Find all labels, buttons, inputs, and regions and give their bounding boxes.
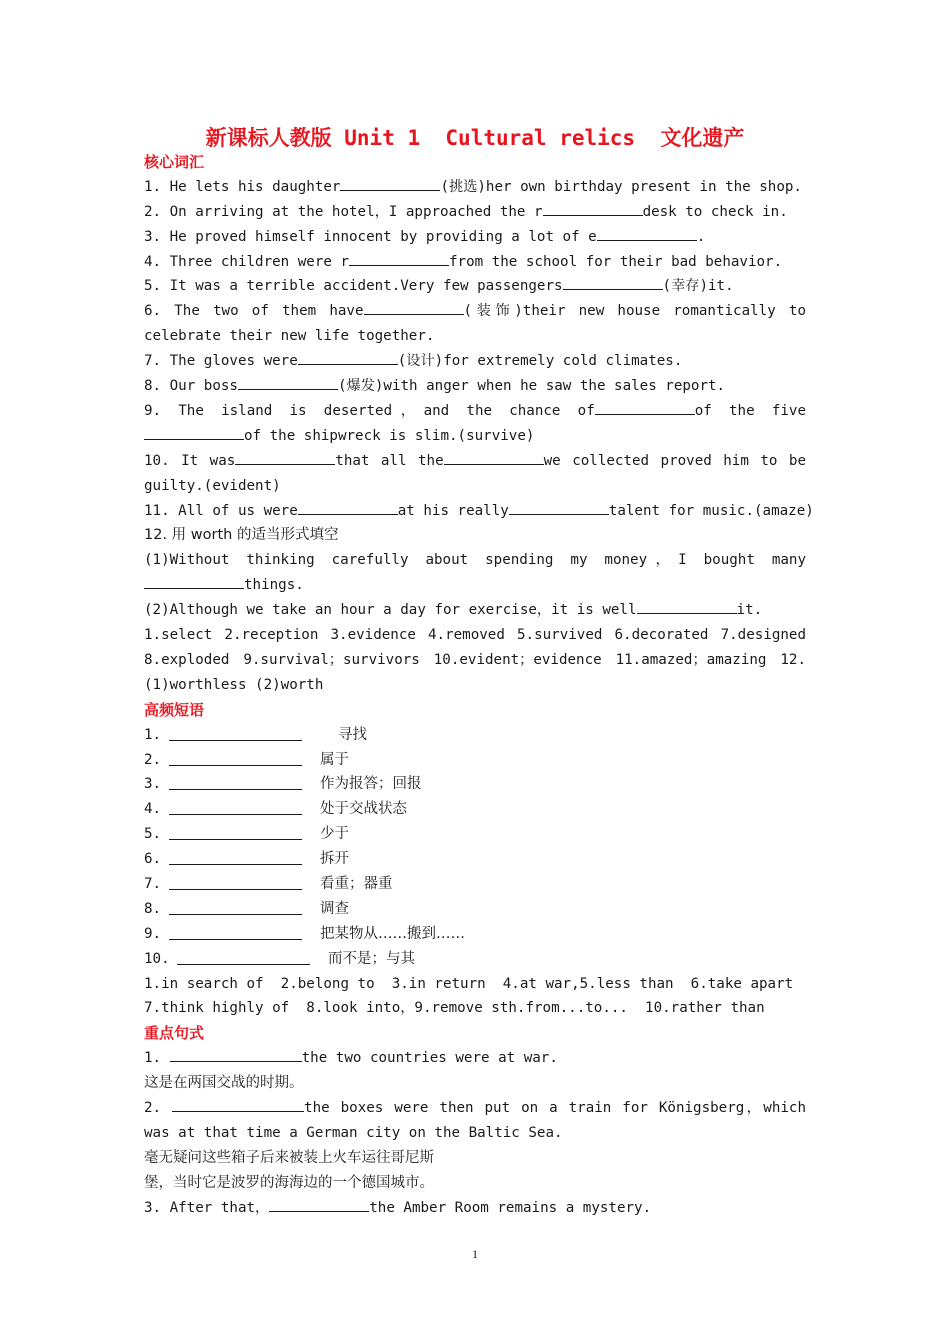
- sentence-item-2-translation-2: 堡，当时它是波罗的海海边的一个德国城市。: [144, 1174, 434, 1191]
- vocab-item-8: 8. Our boss (爆发)with anger when he saw the sales report.: [144, 374, 806, 399]
- answer-blank[interactable]: [238, 374, 338, 390]
- vocab-item-9: 9. The island is deserted，and the chance of of the fiveof the shipwreck is slim.(survive): [144, 399, 806, 449]
- answer-blank[interactable]: [144, 573, 244, 589]
- sentence-item-2: 2. the boxes were then put on a train for Königsberg，which was at that time a German city on the Baltic Sea.: [144, 1096, 806, 1146]
- vocab-item-4: 4. Three children were r from the school for their bad behavior.: [144, 250, 806, 275]
- section-heading-phrases: 高频短语: [144, 700, 205, 719]
- answer-blank[interactable]: [637, 598, 737, 614]
- answer-blank[interactable]: [298, 349, 398, 365]
- phrase-blank[interactable]: [169, 723, 302, 741]
- phrase-answers-line-1: 1.in search of 2.belong to 3.in return 4.at war,5.less than 6.take apart: [144, 975, 794, 992]
- phrase-item-3: 3. 作为报答；回报: [144, 772, 806, 797]
- phrase-blank[interactable]: [169, 772, 302, 790]
- answer-blank[interactable]: [563, 274, 663, 290]
- phrase-blank[interactable]: [169, 897, 302, 915]
- phrase-item-1: 1. 寻找: [144, 723, 806, 748]
- answer-blank[interactable]: [349, 250, 449, 266]
- phrase-answers-line-2: 7.think highly of 8.look into，9.remove sth.from...to... 10.rather than: [144, 1000, 765, 1017]
- vocab-item-1: 1. He lets his daughter (挑选)her own birthday present in the shop.: [144, 175, 806, 200]
- answer-blank[interactable]: [298, 499, 398, 515]
- answer-blank[interactable]: [597, 225, 697, 241]
- sentence-item-3: 3. After that， the Amber Room remains a mystery.: [144, 1196, 806, 1221]
- phrase-item-2: 2. 属于: [144, 748, 806, 773]
- vocab-item-5: 5. It was a terrible accident.Very few passengers (幸存)it.: [144, 274, 806, 299]
- document-body: [144, 150, 814, 1221]
- answer-blank[interactable]: [509, 499, 609, 515]
- sentence-item-1-translation: 这是在两国交战的时期。: [144, 1075, 304, 1092]
- phrase-blank[interactable]: [169, 847, 302, 865]
- document-title: 新课标人教版 Unit 1 Cultural relics 文化遗产: [205, 126, 745, 150]
- section-heading-vocab: 核心词汇: [144, 153, 205, 171]
- answer-blank[interactable]: [269, 1196, 369, 1212]
- phrase-item-9: 9. 把某物从……搬到……: [144, 922, 806, 947]
- vocab-answers: 1.select 2.reception 3.evidence 4.removed 5.survived 6.decorated 7.designed 8.exploded 9.survival；survivors 10.evident；evidence 11.amazed；amazing 12.(1)worthless (2)worth: [144, 627, 806, 693]
- phrase-item-8: 8. 调查: [144, 897, 806, 922]
- answer-blank[interactable]: [444, 449, 544, 465]
- section-heading-sentences: 重点句式: [144, 1024, 205, 1043]
- vocab-item-12-2: (2)Although we take an hour a day for exercise，it is well it.: [144, 598, 806, 623]
- phrase-blank[interactable]: [177, 947, 310, 965]
- phrase-item-5: 5. 少于: [144, 822, 806, 847]
- phrase-item-6: 6. 拆开: [144, 847, 806, 872]
- phrase-item-4: 4. 处于交战状态: [144, 797, 806, 822]
- answer-blank[interactable]: [144, 424, 244, 440]
- vocab-item-7: 7. The gloves were (设计)for extremely cold climates.: [144, 349, 806, 374]
- vocab-item-12-1: (1)Without thinking carefully about spending my money，I bought manythings.: [144, 552, 806, 594]
- phrase-item-7: 7. 看重；器重: [144, 872, 806, 897]
- phrase-blank[interactable]: [169, 748, 302, 766]
- answer-blank[interactable]: [595, 399, 695, 415]
- answer-blank[interactable]: [172, 1096, 304, 1112]
- phrase-blank[interactable]: [169, 872, 302, 890]
- answer-blank[interactable]: [340, 175, 440, 191]
- phrase-blank[interactable]: [169, 797, 302, 815]
- vocab-item-12-intro: 12. 用 worth 的适当形式填空: [144, 527, 339, 544]
- phrase-blank[interactable]: [169, 922, 302, 940]
- answer-blank[interactable]: [235, 449, 335, 465]
- phrase-item-10: 10. 而不是；与其: [144, 947, 806, 972]
- vocab-item-3: 3. He proved himself innocent by providing a lot of e .: [144, 225, 806, 250]
- sentence-item-2-translation-1: 毫无疑问这些箱子后来被装上火车运往哥尼斯: [144, 1149, 434, 1166]
- answer-blank[interactable]: [170, 1046, 302, 1062]
- phrase-blank[interactable]: [169, 822, 302, 840]
- vocab-item-6: 6. The two of them have (装饰)their new house romantically to celebrate their new life together.: [144, 299, 806, 349]
- answer-blank[interactable]: [364, 299, 464, 315]
- vocab-item-11: 11. All of us were at his really talent for music.(amaze): [144, 499, 806, 524]
- vocab-item-10: 10. It was that all the we collected proved him to be guilty.(evident): [144, 449, 806, 499]
- answer-blank[interactable]: [543, 200, 643, 216]
- vocab-item-2: 2. On arriving at the hotel，I approached the r desk to check in.: [144, 200, 806, 225]
- sentence-item-1: 1. the two countries were at war.: [144, 1046, 806, 1071]
- page-number: 1: [472, 1247, 478, 1261]
